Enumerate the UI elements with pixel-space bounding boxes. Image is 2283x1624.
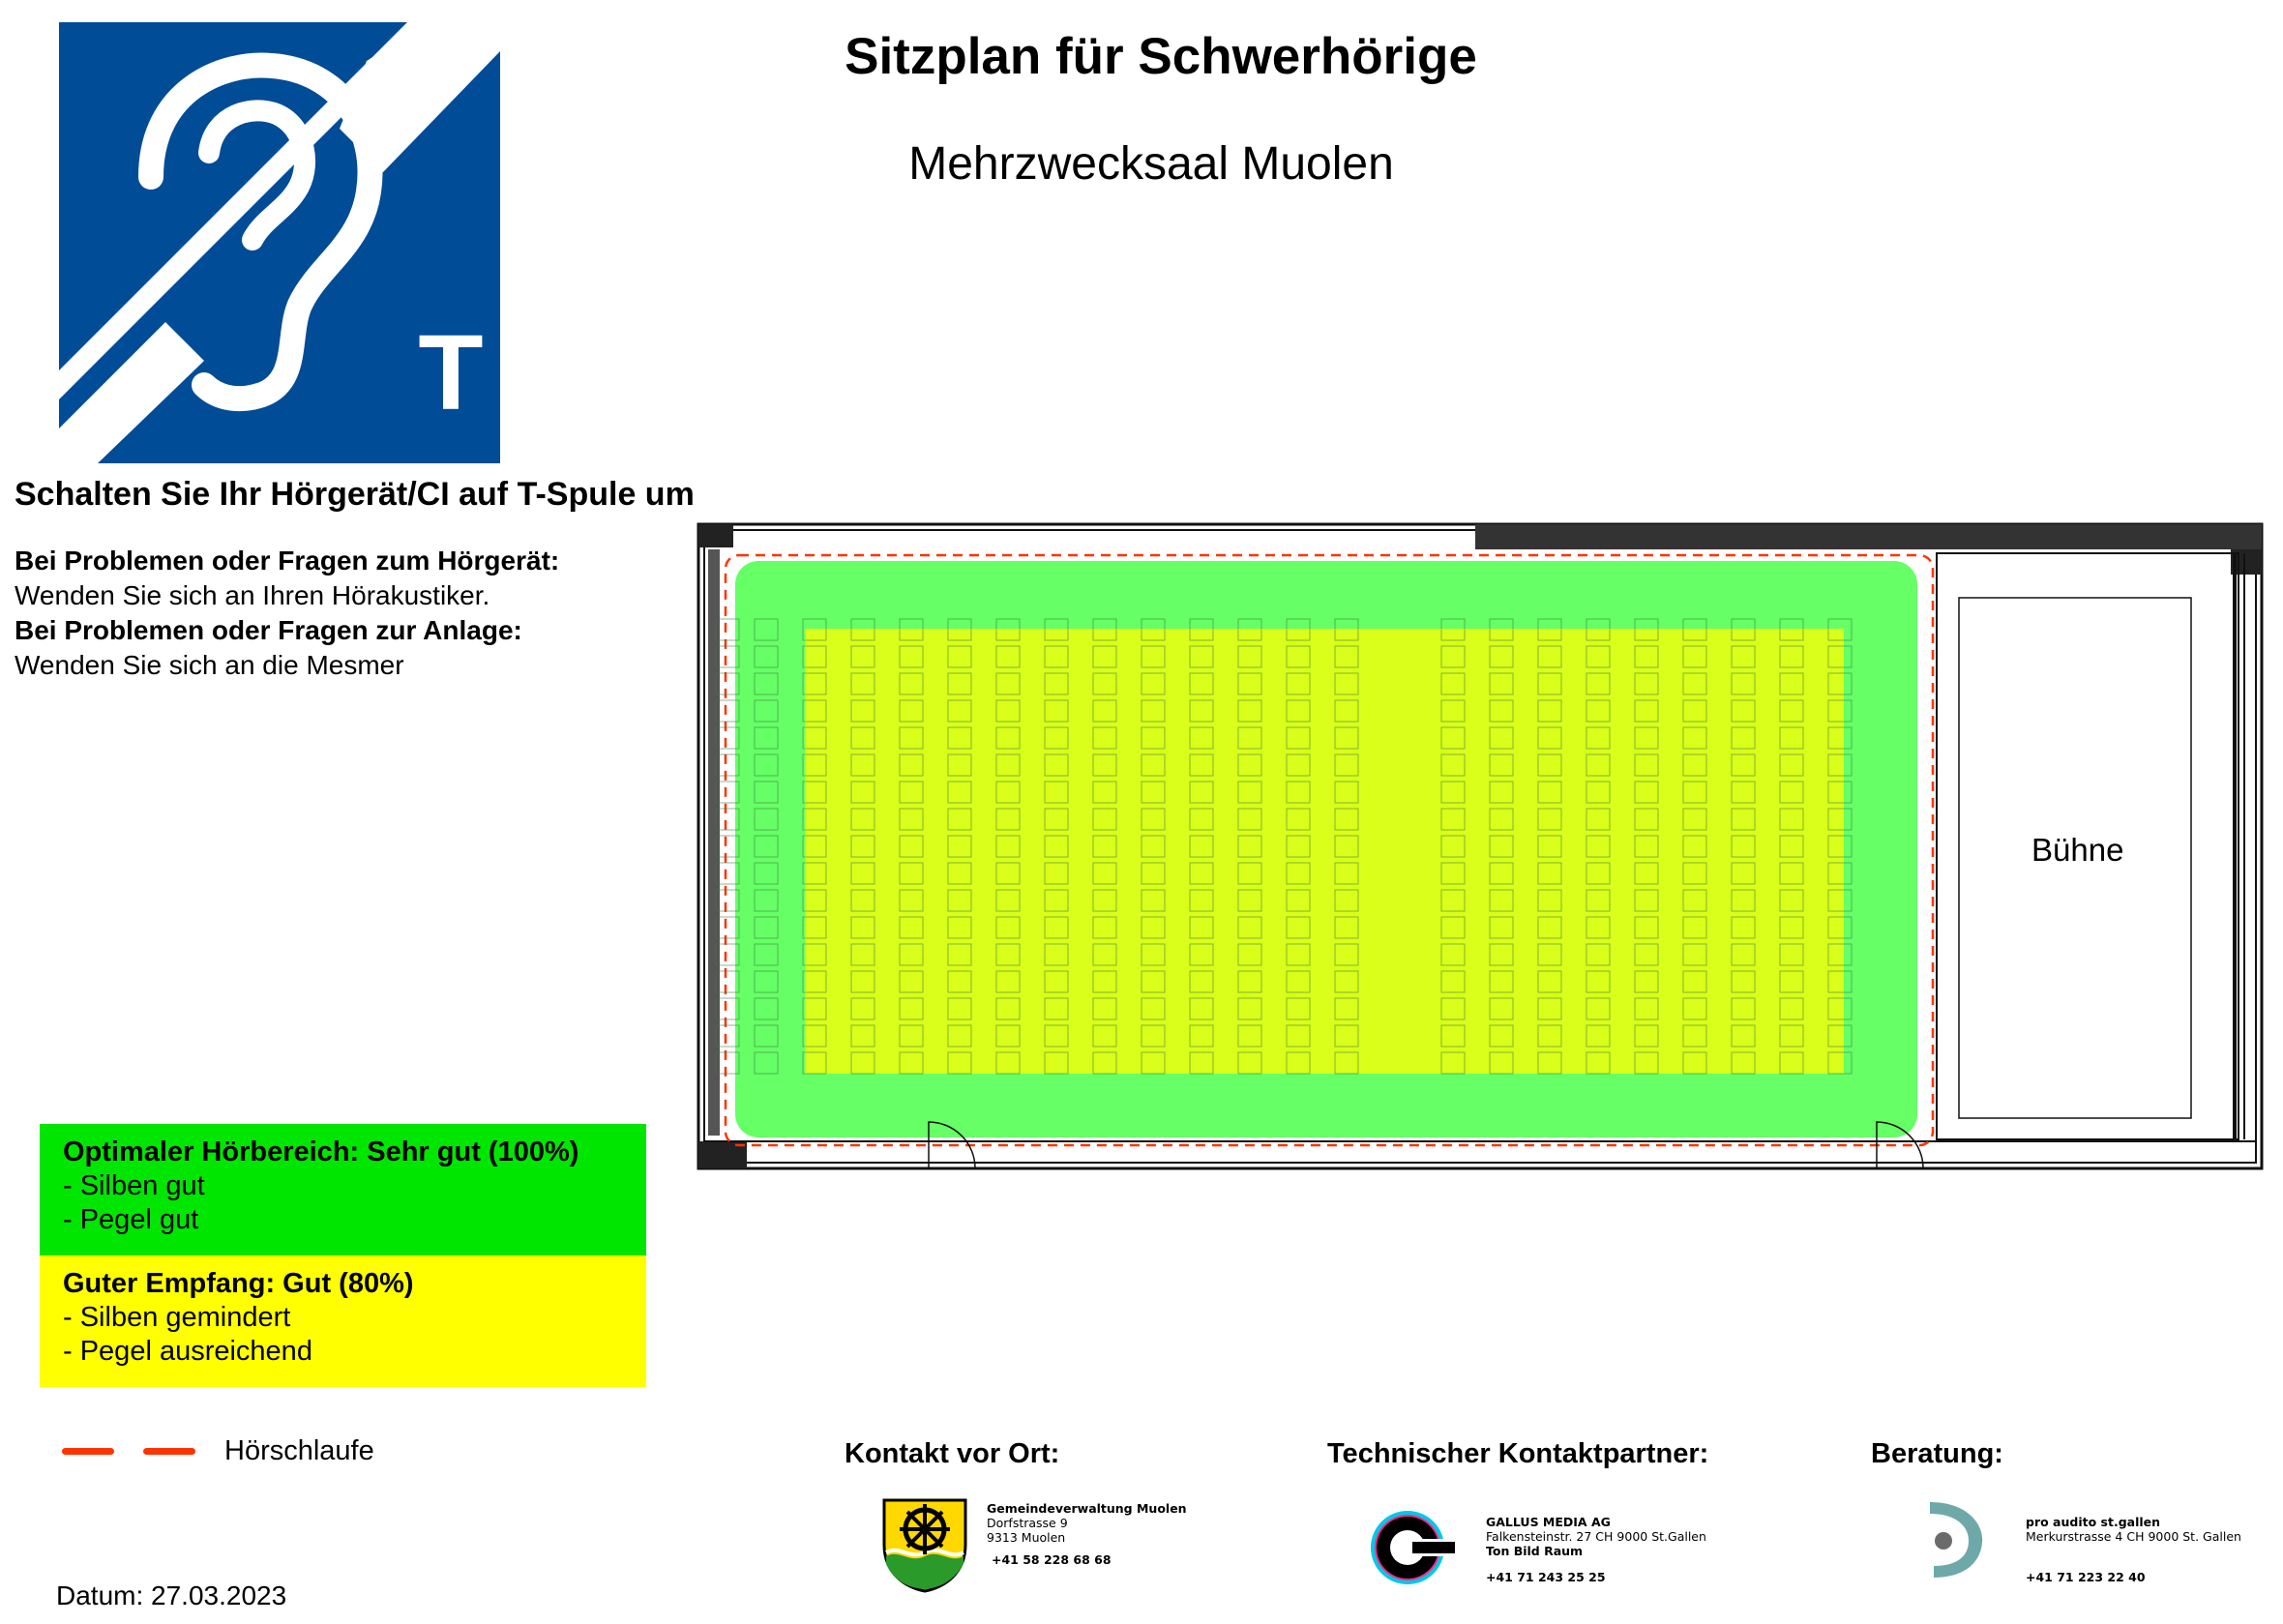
contact-technical-heading: Technischer Kontaktpartner: (1327, 1438, 1709, 1469)
legend-optimal-title: Optimaler Hörbereich: Sehr gut (100%) (63, 1137, 579, 1167)
hearing-aid-answer: Wenden Sie sich an Ihren Hörakustiker. (15, 580, 490, 610)
contact-advice-details (2026, 1515, 2241, 1584)
contact-advice-phone: +41 71 223 22 40 (2026, 1570, 2146, 1584)
hearing-loop-t-icon (59, 22, 500, 463)
good-zone (805, 629, 1844, 1074)
contact-advice-name: pro audito st.gallen (2026, 1515, 2161, 1529)
contact-local-heading: Kontakt vor Ort: (845, 1438, 1060, 1469)
contact-local-city: 9313 Muolen (987, 1530, 1066, 1545)
gallus-media-logo-icon (1366, 1506, 1455, 1589)
legend-good-line1: - Silben gemindert (63, 1302, 291, 1333)
legend-loop (62, 1432, 374, 1470)
system-question: Bei Problemen oder Fragen zur Anlage: (15, 615, 522, 645)
pro-audito-logo-icon (1920, 1496, 1988, 1583)
stage-label: Bühne (2031, 832, 2124, 868)
muolen-coat-of-arms-icon (880, 1496, 969, 1593)
help-text (15, 544, 559, 683)
contact-technical-name: GALLUS MEDIA AG (1486, 1515, 1611, 1529)
contact-local-street: Dorfstrasse 9 (987, 1516, 1068, 1530)
system-answer: Wenden Sie sich an die Mesmer (15, 650, 404, 680)
legend-optimal-line2: - Pegel gut (63, 1204, 199, 1235)
contact-advice-address: Merkurstrasse 4 CH 9000 St. Gallen (2026, 1529, 2241, 1544)
legend-good-title: Guter Empfang: Gut (80%) (63, 1268, 414, 1299)
contact-local-name: Gemeindeverwaltung Muolen (987, 1501, 1187, 1516)
page-subtitle: Mehrzwecksaal Muolen (908, 138, 1394, 190)
legend-loop-label: Hörschlaufe (224, 1434, 374, 1466)
contact-technical-address: Falkensteinstr. 27 CH 9000 St.Gallen (1486, 1529, 1706, 1544)
legend-good (40, 1255, 646, 1387)
date: Datum: 27.03.2023 (56, 1580, 287, 1610)
sign-letter: T (418, 313, 484, 432)
contact-technical-phone: +41 71 243 25 25 (1486, 1570, 1606, 1584)
page-title: Sitzplan für Schwerhörige (845, 28, 1477, 85)
legend-optimal (40, 1124, 646, 1255)
contact-technical-details (1486, 1515, 1706, 1584)
contact-advice-heading: Beratung: (1871, 1438, 2003, 1469)
legend-optimal-line1: - Silben gut (63, 1170, 205, 1201)
contact-local-details (987, 1501, 1187, 1567)
loop-dash-symbol (143, 1448, 195, 1455)
t-coil-instruction: Schalten Sie Ihr Hörgerät/CI auf T-Spule um (15, 476, 695, 513)
hearing-aid-question: Bei Problemen oder Fragen zum Hörgerät: (15, 546, 560, 576)
loop-dash-symbol (62, 1448, 114, 1455)
contact-local-phone: +41 58 228 68 68 (992, 1552, 1112, 1567)
floor-plan (697, 522, 2264, 1170)
legend-good-line2: - Pegel ausreichend (63, 1336, 312, 1367)
contact-technical-tagline: Ton Bild Raum (1486, 1544, 1584, 1558)
